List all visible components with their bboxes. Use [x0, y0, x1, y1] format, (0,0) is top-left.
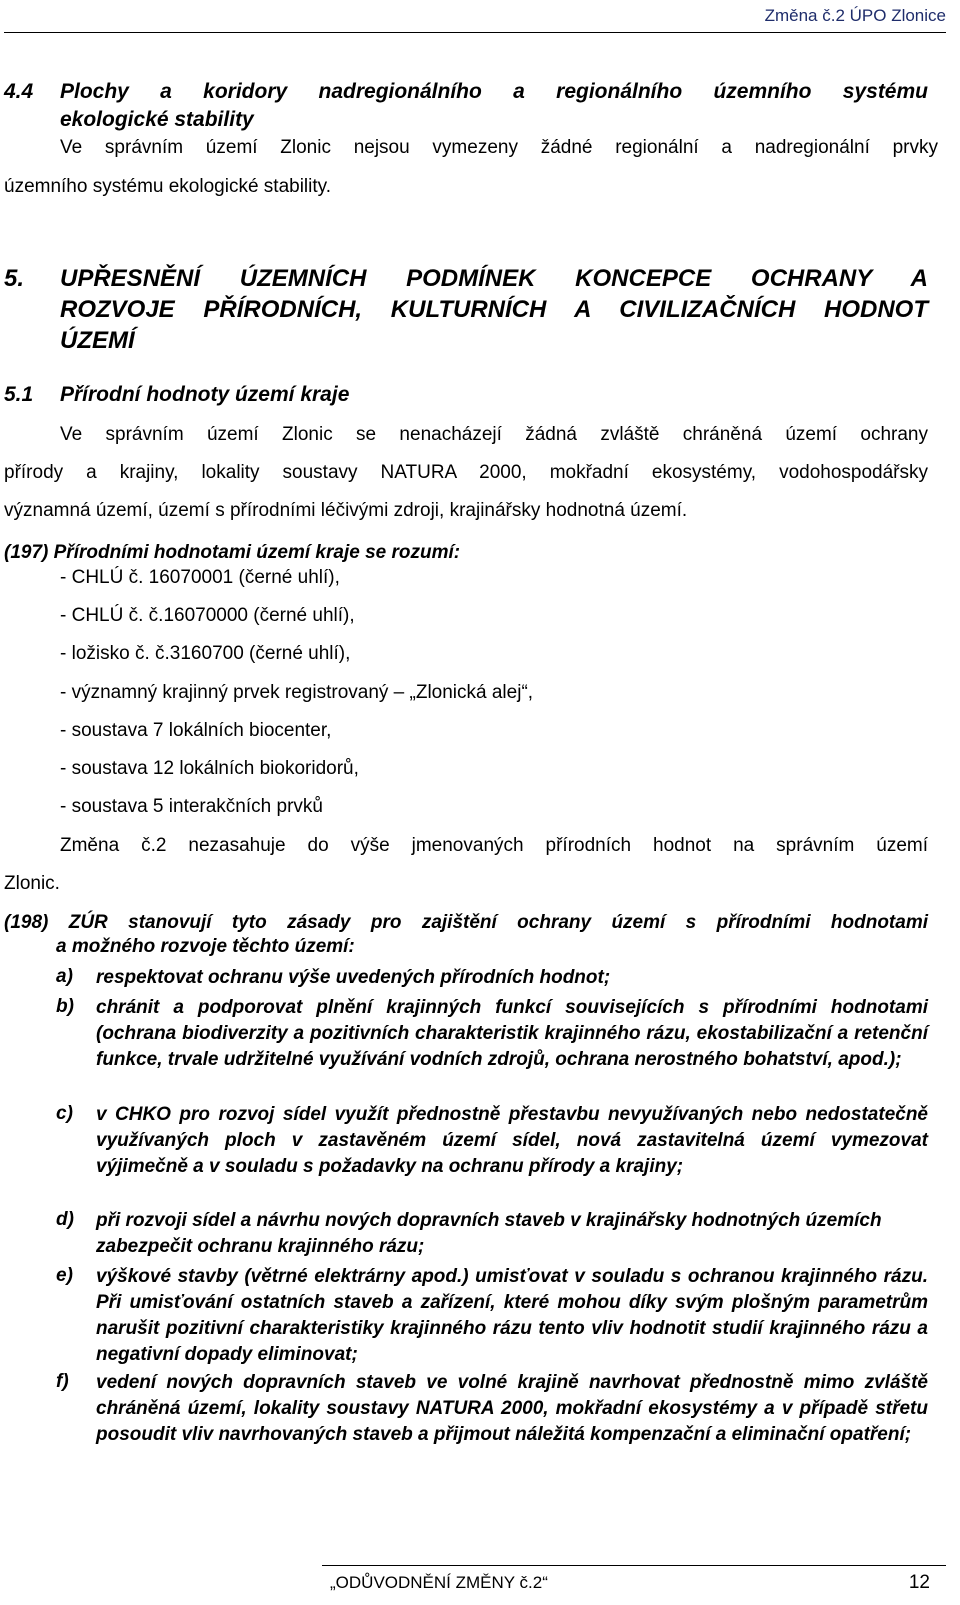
section-5-1-body-line1: Ve správním území Zlonic se nenacházejí žádná zvláště chráněná území ochrany: [60, 424, 928, 445]
list-item: - významný krajinný prvek registrovaný – „Zlonická alej“,: [60, 682, 534, 703]
clause-198-item-text: v CHKO pro rozvoj sídel využít přednostně přestavbu nevyužívaných nebo nedostatečně využívaných ploch v zastavěném území sídel, nová zastavitelná území vymezovat výjimečně a v souladu s požadavky na ochranu přírody a krajiny;: [96, 1104, 928, 1177]
section-5-title-line2: ROZVOJE PŘÍRODNÍCH, KULTURNÍCH A CIVILIZAČNÍCH HODNOT: [60, 296, 928, 323]
clause-198-item-label: f): [56, 1371, 69, 1392]
clause-198-item-text: respektovat ochranu výše uvedených přírodních hodnot;: [96, 967, 611, 988]
clause-198-title-line2: a možného rozvoje těchto území:: [56, 936, 355, 957]
clause-198-item-text: výškové stavby (větrné elektrárny apod.) umisťovat v souladu s ochranou krajinného rázu. Při umisťování ostatních staveb a zařízení, které mohou díky svým plošným parametrům narušit pozitivní charakteristiky krajinného rázu tento vliv hodnotit studií krajinného rázu a negativní dopady eliminovat;: [96, 1266, 928, 1365]
clause-198-item-label: e): [56, 1265, 73, 1286]
clause-197-title: (197) Přírodními hodnotami území kraje se rozumí:: [4, 542, 461, 563]
header-divider: [4, 32, 946, 33]
list-item: - CHLÚ č. č.16070000 (černé uhlí),: [60, 605, 355, 626]
clause-198-title-line1: (198) ZÚR stanovují tyto zásady pro zajištění ochrany území s přírodními hodnotami: [4, 912, 928, 933]
section-5-number: 5.: [4, 265, 25, 292]
section-5-title-line1: UPŘESNĚNÍ ÚZEMNÍCH PODMÍNEK KONCEPCE OCHRANY A: [60, 265, 928, 292]
clause-198-item-label: b): [56, 996, 74, 1017]
section-5-title-line3: ÚZEMÍ: [60, 327, 135, 354]
clause-198-item-label: a): [56, 966, 73, 987]
section-5-1-body-line2: přírody a krajiny, lokality soustavy NATURA 2000, mokřadní ekosystémy, vodohospodářsky: [4, 462, 928, 483]
footer-title: „ODŮVODNĚNÍ ZMĚNY č.2“: [330, 1573, 548, 1592]
footer-divider: [322, 1565, 946, 1566]
section-4-4-title-line2: ekologické stability: [60, 108, 254, 131]
list-item: - soustava 5 interakčních prvků: [60, 796, 323, 817]
section-5-1-title: Přírodní hodnoty území kraje: [60, 383, 350, 406]
list-item: - ložisko č. č.3160700 (černé uhlí),: [60, 643, 351, 664]
section-4-4-title-line1: Plochy a koridory nadregionálního a regionálního územního systému: [60, 80, 928, 103]
clause-198-item-text: vedení nových dopravních staveb ve volné krajině navrhovat přednostně mimo zvláště chráněná území, lokality soustavy NATURA 2000, mokřadní ekosystémy a v případě střetu posoudit vliv navrhovaných staveb a přijmout náležitá kompenzační a eliminační opatření;: [96, 1372, 928, 1445]
clause-198-item-text: při rozvoji sídel a návrhu nových dopravních staveb v krajinářsky hodnotných územích zabezpečit ochranu krajinného rázu;: [96, 1210, 882, 1257]
header-title: Změna č.2 ÚPO Zlonice: [764, 6, 946, 25]
clause-198-item-label: d): [56, 1209, 74, 1230]
page-number: 12: [908, 1572, 930, 1593]
clause-198-item-label: c): [56, 1103, 73, 1124]
list-item: - CHLÚ č. 16070001 (černé uhlí),: [60, 567, 340, 588]
section-4-4-body-line2: územního systému ekologické stability.: [4, 176, 332, 197]
list-item: - soustava 7 lokálních biocenter,: [60, 720, 332, 741]
clause-197-note-line2: Zlonic.: [4, 873, 60, 894]
section-5-1-number: 5.1: [4, 383, 34, 406]
clause-198-item-text: chránit a podporovat plnění krajinných funkcí souvisejících s přírodními hodnotami (ochrana biodiverzity a pozitivních charakteristik krajinného rázu, ekostabilizační a retenční funkce, trvale udržitelné využívání vodních zdrojů, ochrana nerostného bohatství, apod.);: [96, 997, 928, 1070]
section-5-1-body-line3: významná území, území s přírodními léčivými zdroji, krajinářsky hodnotná území.: [4, 500, 688, 521]
section-4-4-number: 4.4: [4, 80, 34, 103]
section-4-4-body-line1: Ve správním území Zlonic nejsou vymezeny žádné regionální a nadregionální prvky: [60, 137, 938, 158]
clause-197-note-line1: Změna č.2 nezasahuje do výše jmenovaných přírodních hodnot na správním území: [60, 835, 928, 856]
list-item: - soustava 12 lokálních biokoridorů,: [60, 758, 359, 779]
